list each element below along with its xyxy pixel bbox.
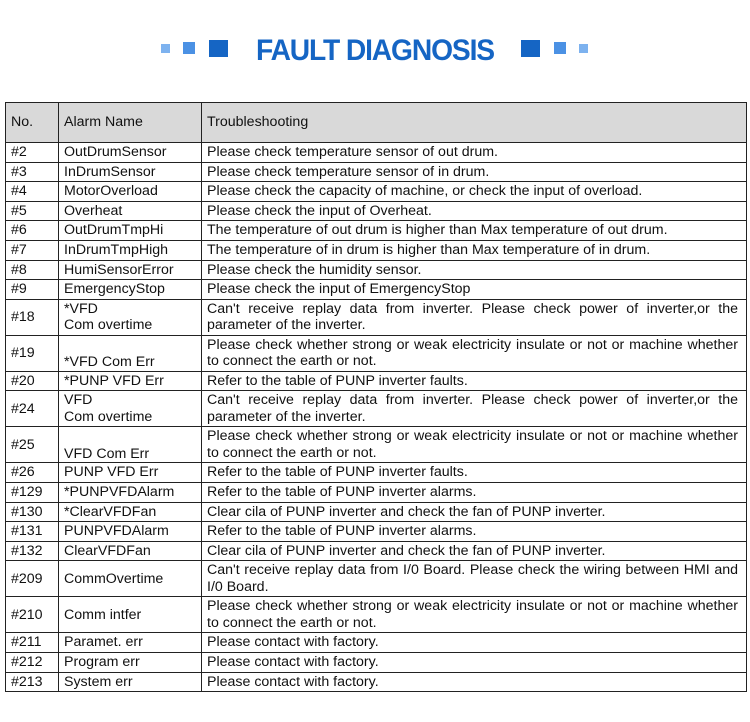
table-row	[6, 502, 747, 522]
alarm-name: EmergencyStop	[59, 280, 202, 300]
alarm-name: OutDrumTmpHi	[59, 221, 202, 241]
troubleshooting-text: The temperature of out drum is higher than Max temperature of out drum.	[202, 221, 747, 241]
alarm-name-line1: VFD	[64, 392, 93, 409]
column-header-troubleshooting: Troubleshooting	[202, 103, 747, 143]
alarm-number: #129	[6, 482, 59, 502]
troubleshooting-text: Please contact with factory.	[202, 672, 747, 692]
table-row	[6, 541, 747, 561]
alarm-name: Paramet. err	[59, 633, 202, 653]
troubleshooting-text: Please contact with factory.	[202, 633, 747, 653]
troubleshooting-text: Clear cila of PUNP inverter and check the fan of PUNP inverter.	[202, 502, 747, 522]
alarm-name: Program err	[59, 652, 202, 672]
alarm-name: PUNPVFDAlarm	[59, 522, 202, 542]
alarm-name: VFD Com Err	[59, 427, 202, 463]
troubleshooting-text: Please check temperature sensor of in drum.	[202, 162, 747, 182]
alarm-number: #5	[6, 201, 59, 221]
troubleshooting-text: Please check whether strong or weak electricity insulate or not or machine whether to connect the earth or not.	[202, 427, 747, 463]
column-header-no: No.	[6, 103, 59, 143]
alarm-name: CommOvertime	[59, 561, 202, 597]
alarm-number: #2	[6, 143, 59, 163]
page-title: FAULT DIAGNOSIS	[256, 34, 494, 67]
table-row	[6, 522, 747, 542]
alarm-name: Overheat	[59, 201, 202, 221]
alarm-number: #131	[6, 522, 59, 542]
alarm-number: #24	[6, 391, 59, 427]
alarm-number: #6	[6, 221, 59, 241]
table-row	[6, 652, 747, 672]
decor-square-icon	[521, 40, 540, 57]
alarm-name	[59, 299, 202, 335]
alarm-name	[59, 391, 202, 427]
table-row	[6, 371, 747, 391]
alarm-number: #8	[6, 260, 59, 280]
decor-square-icon	[183, 42, 195, 54]
alarm-number: #132	[6, 541, 59, 561]
table-row	[6, 182, 747, 202]
alarm-number: #19	[6, 335, 59, 371]
table-row	[6, 201, 747, 221]
column-header-alarm-name: Alarm Name	[59, 103, 202, 143]
decor-square-icon	[209, 40, 228, 57]
alarm-name-line1: *VFD	[64, 300, 98, 317]
table-header-row	[6, 103, 747, 143]
table-row	[6, 299, 747, 335]
alarm-number: #26	[6, 463, 59, 483]
alarm-name-line2: Com overtime	[64, 408, 153, 425]
table-row	[6, 335, 747, 371]
troubleshooting-text: Can't receive replay data from I/0 Board. Please check the wiring between HMI and I/0 Board.	[202, 561, 747, 597]
fault-table	[5, 102, 747, 692]
table-row	[6, 143, 747, 163]
table-row	[6, 633, 747, 653]
alarm-number: #211	[6, 633, 59, 653]
troubleshooting-text: Refer to the table of PUNP inverter alarms.	[202, 482, 747, 502]
alarm-name: HumiSensorError	[59, 260, 202, 280]
alarm-name: ClearVFDFan	[59, 541, 202, 561]
troubleshooting-text: The temperature of in drum is higher than Max temperature of in drum.	[202, 240, 747, 260]
alarm-number: #4	[6, 182, 59, 202]
table-row	[6, 162, 747, 182]
troubleshooting-text: Please check the input of EmergencyStop	[202, 280, 747, 300]
troubleshooting-text: Please check the capacity of machine, or check the input of overload.	[202, 182, 747, 202]
alarm-number: #209	[6, 561, 59, 597]
alarm-name: *PUNPVFDAlarm	[59, 482, 202, 502]
table-row	[6, 482, 747, 502]
troubleshooting-text: Can't receive replay data from inverter. Please check power of inverter,or the parameter of the inverter.	[202, 391, 747, 427]
troubleshooting-text: Clear cila of PUNP inverter and check the fan of PUNP inverter.	[202, 541, 747, 561]
troubleshooting-text: Can't receive replay data from inverter. Please check power of inverter,or the parameter of the inverter.	[202, 299, 747, 335]
table-row	[6, 221, 747, 241]
page-header	[0, 30, 750, 72]
troubleshooting-text: Please check whether strong or weak electricity insulate or not or machine whether to connect the earth or not.	[202, 335, 747, 371]
alarm-name: *ClearVFDFan	[59, 502, 202, 522]
table-row	[6, 597, 747, 633]
alarm-name: InDrumTmpHigh	[59, 240, 202, 260]
table-row	[6, 280, 747, 300]
alarm-number: #213	[6, 672, 59, 692]
alarm-number: #9	[6, 280, 59, 300]
alarm-name-line2: Com overtime	[64, 317, 153, 334]
troubleshooting-text: Refer to the table of PUNP inverter alarms.	[202, 522, 747, 542]
alarm-number: #7	[6, 240, 59, 260]
decor-square-icon	[579, 44, 588, 53]
alarm-number: #3	[6, 162, 59, 182]
decor-square-icon	[554, 42, 566, 54]
troubleshooting-text: Refer to the table of PUNP inverter faults.	[202, 371, 747, 391]
table-row	[6, 391, 747, 427]
alarm-name: OutDrumSensor	[59, 143, 202, 163]
alarm-number: #212	[6, 652, 59, 672]
alarm-name: Comm intfer	[59, 597, 202, 633]
troubleshooting-text: Please check whether strong or weak electricity insulate or not or machine whether to connect the earth or not.	[202, 597, 747, 633]
alarm-name: System err	[59, 672, 202, 692]
alarm-name: *PUNP VFD Err	[59, 371, 202, 391]
alarm-name: InDrumSensor	[59, 162, 202, 182]
alarm-name: MotorOverload	[59, 182, 202, 202]
decor-square-icon	[161, 44, 170, 53]
alarm-name: PUNP VFD Err	[59, 463, 202, 483]
alarm-name: *VFD Com Err	[59, 335, 202, 371]
troubleshooting-text: Please contact with factory.	[202, 652, 747, 672]
alarm-number: #210	[6, 597, 59, 633]
table-row	[6, 427, 747, 463]
table-row	[6, 260, 747, 280]
alarm-number: #130	[6, 502, 59, 522]
troubleshooting-text: Please check temperature sensor of out drum.	[202, 143, 747, 163]
alarm-number: #25	[6, 427, 59, 463]
troubleshooting-text: Please check the input of Overheat.	[202, 201, 747, 221]
alarm-number: #20	[6, 371, 59, 391]
alarm-number: #18	[6, 299, 59, 335]
table-row	[6, 561, 747, 597]
table-row	[6, 240, 747, 260]
troubleshooting-text: Please check the humidity sensor.	[202, 260, 747, 280]
table-row	[6, 463, 747, 483]
troubleshooting-text: Refer to the table of PUNP inverter faults.	[202, 463, 747, 483]
table-row	[6, 672, 747, 692]
